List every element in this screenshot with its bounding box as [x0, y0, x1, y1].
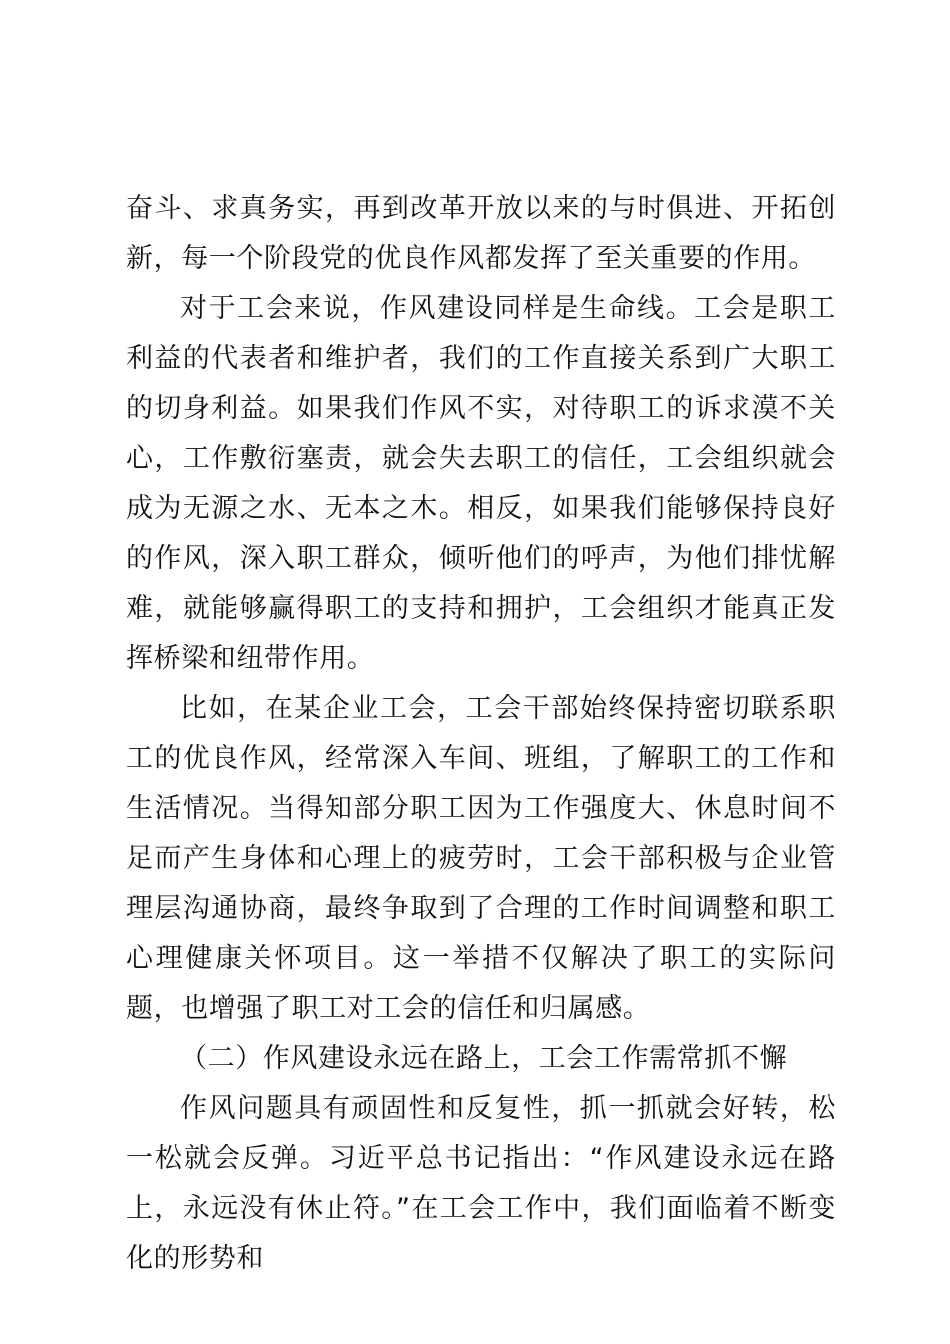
paragraph-continuation: 奋斗、求真务实，再到改革开放以来的与时俱进、开拓创新，每一个阶段党的优良作风都发挥了至关重要的作用。 [126, 193, 836, 274]
paragraph-union-work-style: 对于工会来说，作风建设同样是生命线。工会是职工利益的代表者和维护者，我们的工作直接关系到广大职工的切身利益。如果我们作风不实，对待职工的诉求漠不关心，工作敷衍塞责，就会失去职工的信任，工会组织就会成为无源之水、无本之木。相反，如果我们能够保持良好的作风，深入职工群众，倾听他们的呼声，为他们排忧解难，就能够赢得职工的支持和拥护，工会组织才能真正发挥桥梁和纽带作用。 [126, 293, 836, 674]
section-heading: （二）作风建设永远在路上，工会工作需常抓不懈 [180, 1043, 788, 1074]
document-body [126, 184, 836, 1284]
paragraph-enterprise-example: 比如，在某企业工会，工会干部始终保持密切联系职工的优良作风，经常深入车间、班组，了解职工的工作和生活情况。当得知部分职工因为工作强度大、休息时间不足而产生身体和心理上的疲劳时，工会干部积极与企业管理层沟通协商，最终争取到了合理的工作时间调整和职工心理健康关怀项目。这一举措不仅解决了职工的实际问题，也增强了职工对工会的信任和归属感。 [126, 693, 836, 1024]
paragraph-persistent-effort: 作风问题具有顽固性和反复性，抓一抓就会好转，松一松就会反弹。习近平总书记指出：“作风建设永远在路上，永远没有休止符。”在工会工作中，我们面临着不断变化的形势和 [126, 1093, 836, 1274]
